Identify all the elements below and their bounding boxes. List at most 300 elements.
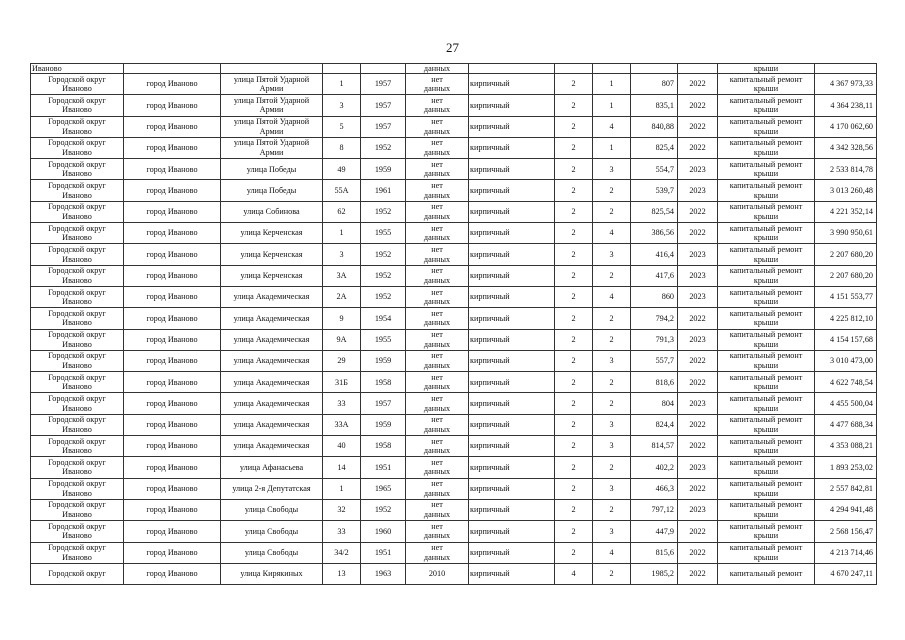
plan-year-cell: 2022	[678, 542, 718, 563]
area-cell: 797,12	[631, 499, 678, 520]
entrances-cell: 3	[593, 478, 631, 499]
street-cell: улица Победы	[221, 159, 323, 180]
wall-material-cell: кирпичный	[469, 223, 555, 244]
table-row	[31, 393, 877, 414]
floors-cell: 2	[555, 74, 593, 95]
year-built-cell: 1959	[361, 350, 406, 371]
district-cell: Городской округ Иваново	[31, 223, 124, 244]
city-cell: город Иваново	[124, 180, 221, 201]
city-cell: город Иваново	[124, 223, 221, 244]
year-built-cell: 1963	[361, 563, 406, 584]
year-built-cell: 1960	[361, 521, 406, 542]
cost-cell: 4 221 352,14	[815, 201, 877, 222]
year-built-cell: 1958	[361, 436, 406, 457]
info-cell: нет данных	[406, 265, 469, 286]
cost-cell: 4 213 714,46	[815, 542, 877, 563]
district-cell: Городской округ Иваново	[31, 159, 124, 180]
cost-cell: 4 342 328,56	[815, 137, 877, 158]
info-cell: нет данных	[406, 478, 469, 499]
cost-cell: 4 364 238,11	[815, 95, 877, 116]
plan-year-cell: 2022	[678, 223, 718, 244]
year-built-cell: 1957	[361, 95, 406, 116]
work-type-cell: капитальный ремонт крыши	[718, 542, 815, 563]
city-cell: город Иваново	[124, 414, 221, 435]
table-row	[31, 308, 877, 329]
work-type-cell: капитальный ремонт крыши	[718, 499, 815, 520]
info-cell: нет данных	[406, 286, 469, 307]
table-row	[31, 372, 877, 393]
street-cell: улица Кирякиных	[221, 563, 323, 584]
street-cell: улица Керченская	[221, 223, 323, 244]
street-cell: улица 2-я Депутатская	[221, 478, 323, 499]
city-cell: город Иваново	[124, 521, 221, 542]
entrances-cell: 4	[593, 286, 631, 307]
floors-cell: 2	[555, 372, 593, 393]
entrances-cell: 3	[593, 350, 631, 371]
area-cell: 818,6	[631, 372, 678, 393]
year-built-cell: 1954	[361, 308, 406, 329]
work-type-cell: капитальный ремонт крыши	[718, 223, 815, 244]
year-built-cell: 1957	[361, 116, 406, 137]
entrances-cell: 3	[593, 414, 631, 435]
street-cell: улица Академическая	[221, 350, 323, 371]
city-cell: город Иваново	[124, 478, 221, 499]
area-cell: 807	[631, 74, 678, 95]
entrances-cell: 4	[593, 542, 631, 563]
cost-cell: 3 990 950,61	[815, 223, 877, 244]
city-cell: город Иваново	[124, 137, 221, 158]
work-type-cell: капитальный ремонт крыши	[718, 244, 815, 265]
year-built-cell: 1952	[361, 265, 406, 286]
floors-cell: 2	[555, 350, 593, 371]
wall-material-cell: кирпичный	[469, 137, 555, 158]
wall-material-cell: кирпичный	[469, 180, 555, 201]
city-cell: город Иваново	[124, 265, 221, 286]
cost-cell: 4 367 973,33	[815, 74, 877, 95]
work-type-cell: капитальный ремонт крыши	[718, 137, 815, 158]
table-row	[31, 159, 877, 180]
table-row	[31, 265, 877, 286]
housing-repair-table	[30, 63, 877, 585]
year-built-cell: 1961	[361, 180, 406, 201]
plan-year-cell: 2022	[678, 137, 718, 158]
area-cell: 447,9	[631, 521, 678, 542]
house-number-cell: 33А	[323, 414, 361, 435]
city-cell: город Иваново	[124, 393, 221, 414]
floors-cell: 2	[555, 201, 593, 222]
info-cell: нет данных	[406, 457, 469, 478]
area-cell: 824,4	[631, 414, 678, 435]
entrances-cell: 2	[593, 457, 631, 478]
plan-year-cell: 2022	[678, 563, 718, 584]
wall-material-cell: кирпичный	[469, 436, 555, 457]
plan-year-cell: 2022	[678, 436, 718, 457]
floors-cell: 2	[555, 223, 593, 244]
street-cell: улица Академическая	[221, 436, 323, 457]
entrances-cell: 2	[593, 308, 631, 329]
area-cell: 794,2	[631, 308, 678, 329]
street-cell: улица Собинова	[221, 201, 323, 222]
cost-cell: 4 294 941,48	[815, 499, 877, 520]
house-number-cell: 9	[323, 308, 361, 329]
wall-material-cell: кирпичный	[469, 74, 555, 95]
entrances-cell: 2	[593, 180, 631, 201]
table-row	[31, 286, 877, 307]
street-cell: улица Пятой Ударной Армии	[221, 74, 323, 95]
plan-year-cell: 2023	[678, 180, 718, 201]
year-built-cell: 1952	[361, 286, 406, 307]
cost-cell: 3 013 260,48	[815, 180, 877, 201]
district-cell: Городской округ Иваново	[31, 542, 124, 563]
street-cell: улица Академическая	[221, 329, 323, 350]
table-row	[31, 244, 877, 265]
work-type-cell: капитальный ремонт крыши	[718, 372, 815, 393]
floors-cell: 2	[555, 521, 593, 542]
table-row	[31, 542, 877, 563]
cost-cell: 4 353 088,21	[815, 436, 877, 457]
table-row	[31, 329, 877, 350]
plan-year-cell: 2023	[678, 457, 718, 478]
plan-year-cell: 2023	[678, 393, 718, 414]
district-cell: Городской округ Иваново	[31, 244, 124, 265]
floors-cell: 2	[555, 542, 593, 563]
district-cell: Городской округ Иваново	[31, 478, 124, 499]
house-number-cell: 32	[323, 499, 361, 520]
floors-cell: 4	[555, 563, 593, 584]
floors-cell: 2	[555, 137, 593, 158]
wall-material-cell: кирпичный	[469, 265, 555, 286]
floors-cell: 2	[555, 478, 593, 499]
year-built-cell: 1965	[361, 478, 406, 499]
table-row	[31, 521, 877, 542]
floors-cell: 2	[555, 159, 593, 180]
entrances-cell: 1	[593, 95, 631, 116]
year-built-cell: 1957	[361, 74, 406, 95]
street-cell: улица Пятой Ударной Армии	[221, 137, 323, 158]
house-number-cell: 55А	[323, 180, 361, 201]
info-cell: нет данных	[406, 499, 469, 520]
info-cell: нет данных	[406, 116, 469, 137]
work-type-cell: капитальный ремонт крыши	[718, 95, 815, 116]
floors-cell: 2	[555, 457, 593, 478]
work-type-cell: капитальный ремонт крыши	[718, 393, 815, 414]
street-cell: улица Пятой Ударной Армии	[221, 116, 323, 137]
floors-cell: 2	[555, 286, 593, 307]
info-cell: нет данных	[406, 180, 469, 201]
floors-cell: 2	[555, 180, 593, 201]
plan-year-cell: 2023	[678, 286, 718, 307]
table-row	[31, 436, 877, 457]
district-cell: Городской округ	[31, 563, 124, 584]
area-cell: 1985,2	[631, 563, 678, 584]
wall-material-cell: кирпичный	[469, 414, 555, 435]
city-cell: город Иваново	[124, 201, 221, 222]
city-cell: город Иваново	[124, 159, 221, 180]
entrances-cell: 4	[593, 116, 631, 137]
work-type-cell: капитальный ремонт крыши	[718, 414, 815, 435]
info-cell: нет данных	[406, 350, 469, 371]
area-cell: 557,7	[631, 350, 678, 371]
district-cell: Городской округ Иваново	[31, 137, 124, 158]
city-cell: город Иваново	[124, 372, 221, 393]
plan-year-cell: 2023	[678, 244, 718, 265]
area-cell: 815,6	[631, 542, 678, 563]
street-cell: улица Академическая	[221, 414, 323, 435]
plan-year-cell: 2023	[678, 159, 718, 180]
city-cell: город Иваново	[124, 74, 221, 95]
entrances-cell: 1	[593, 74, 631, 95]
wall-material-cell: кирпичный	[469, 521, 555, 542]
year-built-cell: 1952	[361, 499, 406, 520]
district-cell: Городской округ Иваново	[31, 286, 124, 307]
house-number-cell: 3А	[323, 265, 361, 286]
wall-material-cell: кирпичный	[469, 499, 555, 520]
cost-cell: 4 670 247,11	[815, 563, 877, 584]
area-cell: 825,54	[631, 201, 678, 222]
house-number-cell: 1	[323, 478, 361, 499]
work-type-cell: капитальный ремонт крыши	[718, 478, 815, 499]
area-cell: 860	[631, 286, 678, 307]
wall-material-cell: кирпичный	[469, 542, 555, 563]
district-cell: Городской округ Иваново	[31, 329, 124, 350]
table-row	[31, 457, 877, 478]
floors-cell: 2	[555, 116, 593, 137]
work-type-cell: капитальный ремонт крыши	[718, 74, 815, 95]
house-number-cell: 49	[323, 159, 361, 180]
entrances-cell: 3	[593, 159, 631, 180]
year-built-cell: 1951	[361, 457, 406, 478]
entrances-cell: 2	[593, 393, 631, 414]
area-cell: 840,88	[631, 116, 678, 137]
house-number-cell: 1	[323, 223, 361, 244]
house-number-cell: 62	[323, 201, 361, 222]
house-number-cell: 8	[323, 137, 361, 158]
year-built-cell: 1955	[361, 329, 406, 350]
info-cell: нет данных	[406, 74, 469, 95]
info-cell: нет данных	[406, 414, 469, 435]
info-cell: нет данных	[406, 329, 469, 350]
area-cell: 416,4	[631, 244, 678, 265]
city-cell: город Иваново	[124, 95, 221, 116]
entrances-cell: 2	[593, 329, 631, 350]
info-cell: нет данных	[406, 393, 469, 414]
area-cell: 814,57	[631, 436, 678, 457]
city-cell: город Иваново	[124, 286, 221, 307]
table-row	[31, 95, 877, 116]
floors-cell: 2	[555, 414, 593, 435]
street-cell: улица Керченская	[221, 265, 323, 286]
year-built-cell: 1959	[361, 414, 406, 435]
district-cell: Городской округ Иваново	[31, 350, 124, 371]
wall-material-cell: кирпичный	[469, 372, 555, 393]
cost-cell: 3 010 473,00	[815, 350, 877, 371]
info-cell: нет данных	[406, 244, 469, 265]
year-built-cell: 1958	[361, 372, 406, 393]
info-cell: нет данных	[406, 201, 469, 222]
work-type-cell: капитальный ремонт крыши	[718, 436, 815, 457]
plan-year-cell: 2022	[678, 372, 718, 393]
floors-cell: 2	[555, 265, 593, 286]
district-cell: Городской округ Иваново	[31, 521, 124, 542]
work-type-cell: капитальный ремонт крыши	[718, 457, 815, 478]
district-cell: Городской округ Иваново	[31, 372, 124, 393]
table-row	[31, 350, 877, 371]
house-number-cell: 33	[323, 393, 361, 414]
area-cell: 835,1	[631, 95, 678, 116]
street-cell: улица Свободы	[221, 521, 323, 542]
district-cell: Городской округ Иваново	[31, 265, 124, 286]
wall-material-cell: кирпичный	[469, 286, 555, 307]
district-cell: Городской округ Иваново	[31, 499, 124, 520]
entrances-cell: 2	[593, 265, 631, 286]
district-cell: Городской округ Иваново	[31, 116, 124, 137]
street-cell: улица Керченская	[221, 244, 323, 265]
work-cell: крыши	[718, 64, 815, 74]
floors-cell: 2	[555, 393, 593, 414]
area-cell: 804	[631, 393, 678, 414]
info-cell: нет данных	[406, 521, 469, 542]
page-number: 27	[446, 40, 459, 55]
house-number-cell: 1	[323, 74, 361, 95]
street-cell: улица Афанасьева	[221, 457, 323, 478]
table-body	[31, 64, 877, 585]
floors-cell: 2	[555, 244, 593, 265]
table-row	[31, 478, 877, 499]
street-cell: улица Академическая	[221, 393, 323, 414]
cost-cell: 4 170 062,60	[815, 116, 877, 137]
house-number-cell: 9А	[323, 329, 361, 350]
street-cell: улица Академическая	[221, 372, 323, 393]
info-cell: 2010	[406, 563, 469, 584]
entrances-cell: 4	[593, 223, 631, 244]
area-cell: 825,4	[631, 137, 678, 158]
floors-cell: 2	[555, 308, 593, 329]
info-cell: нет данных	[406, 137, 469, 158]
city-cell: город Иваново	[124, 350, 221, 371]
plan-year-cell: 2022	[678, 116, 718, 137]
floors-cell: 2	[555, 499, 593, 520]
area-cell: 539,7	[631, 180, 678, 201]
year-built-cell: 1952	[361, 137, 406, 158]
house-number-cell: 40	[323, 436, 361, 457]
entrances-cell: 3	[593, 436, 631, 457]
cost-cell: 2 207 680,20	[815, 265, 877, 286]
year-built-cell: 1951	[361, 542, 406, 563]
area-cell: 791,3	[631, 329, 678, 350]
city-cell: город Иваново	[124, 308, 221, 329]
wall-material-cell: кирпичный	[469, 329, 555, 350]
plan-year-cell: 2022	[678, 201, 718, 222]
entrances-cell: 3	[593, 244, 631, 265]
house-number-cell: 5	[323, 116, 361, 137]
plan-year-cell: 2023	[678, 499, 718, 520]
wall-material-cell: кирпичный	[469, 308, 555, 329]
district-cell: Городской округ Иваново	[31, 74, 124, 95]
entrances-cell: 2	[593, 201, 631, 222]
table-row	[31, 116, 877, 137]
wall-material-cell: кирпичный	[469, 457, 555, 478]
info-cell: нет данных	[406, 372, 469, 393]
work-type-cell: капитальный ремонт крыши	[718, 521, 815, 542]
entrances-cell: 3	[593, 521, 631, 542]
area-cell: 466,3	[631, 478, 678, 499]
city-cell: город Иваново	[124, 499, 221, 520]
work-type-cell: капитальный ремонт	[718, 563, 815, 584]
table-row	[31, 563, 877, 584]
district-cell: Городской округ Иваново	[31, 201, 124, 222]
cost-cell: 4 622 748,54	[815, 372, 877, 393]
cost-cell: 2 207 680,20	[815, 244, 877, 265]
area-cell: 386,56	[631, 223, 678, 244]
table-row-continued	[31, 64, 877, 74]
work-type-cell: капитальный ремонт крыши	[718, 180, 815, 201]
cost-cell: 4 477 688,34	[815, 414, 877, 435]
city-cell: город Иваново	[124, 563, 221, 584]
cost-cell: 2 557 842,81	[815, 478, 877, 499]
entrances-cell: 2	[593, 499, 631, 520]
wall-material-cell: кирпичный	[469, 478, 555, 499]
city-cell: город Иваново	[124, 116, 221, 137]
work-type-cell: капитальный ремонт крыши	[718, 350, 815, 371]
house-number-cell: 31Б	[323, 372, 361, 393]
house-number-cell: 13	[323, 563, 361, 584]
house-number-cell: 3	[323, 95, 361, 116]
table-row	[31, 74, 877, 95]
city-cell: город Иваново	[124, 244, 221, 265]
year-built-cell: 1952	[361, 201, 406, 222]
info-cell: нет данных	[406, 95, 469, 116]
work-type-cell: капитальный ремонт крыши	[718, 201, 815, 222]
wall-material-cell: кирпичный	[469, 244, 555, 265]
cost-cell: 2 568 156,47	[815, 521, 877, 542]
district-cell: Городской округ Иваново	[31, 95, 124, 116]
plan-year-cell: 2022	[678, 74, 718, 95]
work-type-cell: капитальный ремонт крыши	[718, 116, 815, 137]
floors-cell: 2	[555, 329, 593, 350]
year-built-cell: 1957	[361, 393, 406, 414]
house-number-cell: 29	[323, 350, 361, 371]
cost-cell: 4 455 500,04	[815, 393, 877, 414]
district-cell: Городской округ Иваново	[31, 393, 124, 414]
table-row	[31, 180, 877, 201]
entrances-cell: 2	[593, 563, 631, 584]
house-number-cell: 14	[323, 457, 361, 478]
cost-cell: 1 893 253,02	[815, 457, 877, 478]
floors-cell: 2	[555, 95, 593, 116]
wall-material-cell: кирпичный	[469, 393, 555, 414]
year-built-cell: 1955	[361, 223, 406, 244]
district-cell: Городской округ Иваново	[31, 308, 124, 329]
city-cell: город Иваново	[124, 329, 221, 350]
area-cell: 402,2	[631, 457, 678, 478]
cost-cell: 4 151 553,77	[815, 286, 877, 307]
cost-cell: 4 154 157,68	[815, 329, 877, 350]
table-row	[31, 223, 877, 244]
work-type-cell: капитальный ремонт крыши	[718, 308, 815, 329]
work-type-cell: капитальный ремонт крыши	[718, 286, 815, 307]
street-cell: улица Свободы	[221, 499, 323, 520]
district-cell: Городской округ Иваново	[31, 436, 124, 457]
plan-year-cell: 2022	[678, 308, 718, 329]
city-cell: город Иваново	[124, 457, 221, 478]
work-type-cell: капитальный ремонт крыши	[718, 329, 815, 350]
plan-year-cell: 2023	[678, 329, 718, 350]
street-cell: улица Академическая	[221, 308, 323, 329]
work-type-cell: капитальный ремонт крыши	[718, 159, 815, 180]
house-number-cell: 34/2	[323, 542, 361, 563]
street-cell: улица Пятой Ударной Армии	[221, 95, 323, 116]
info-cell: нет данных	[406, 159, 469, 180]
